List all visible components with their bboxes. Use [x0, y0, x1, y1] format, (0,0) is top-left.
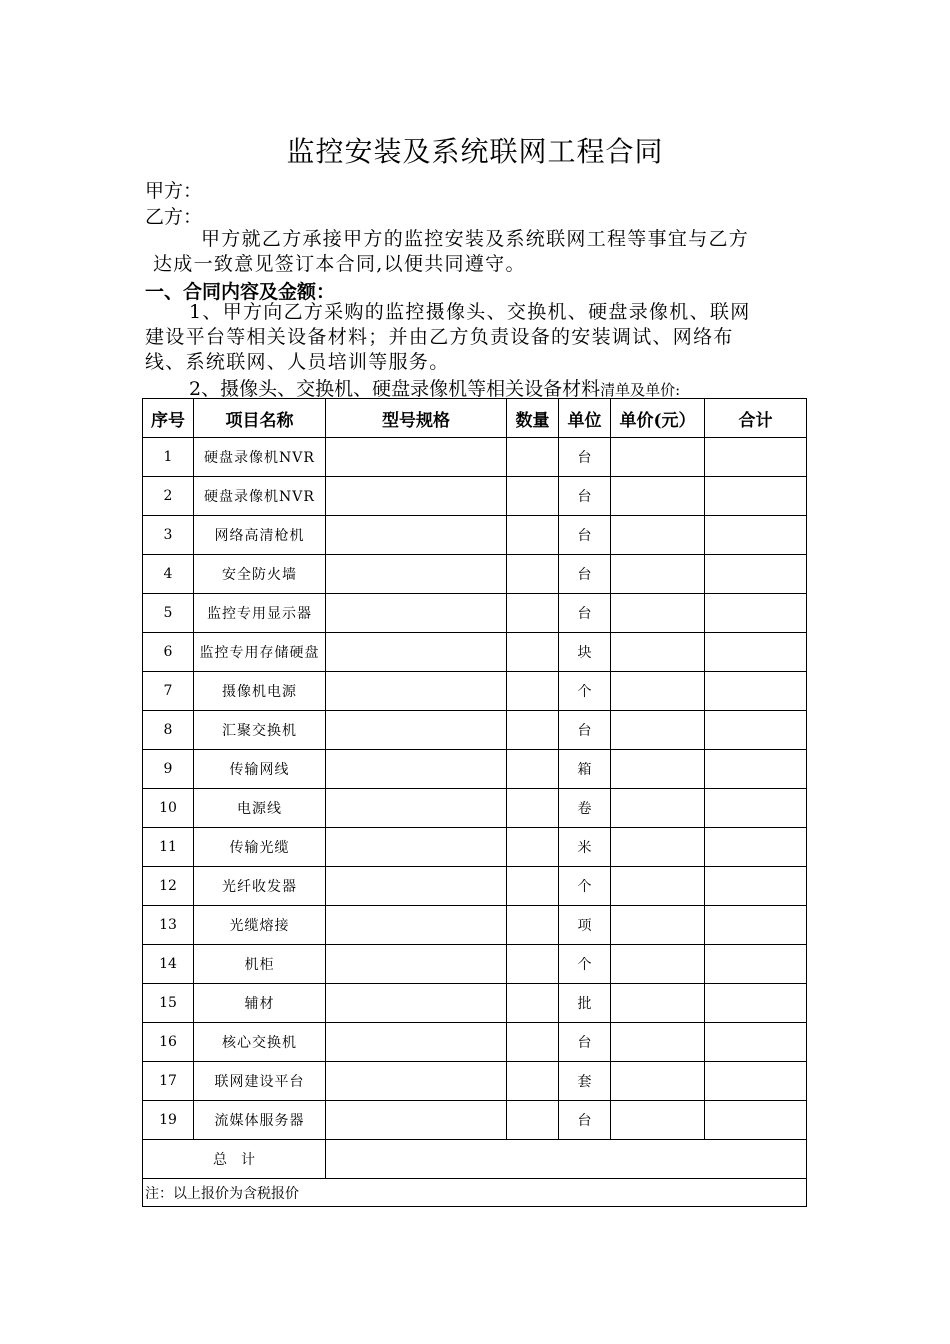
section-1-heading: 一、合同内容及金额：: [145, 281, 336, 303]
intro-line-2: 达成一致意见签订本合同,以便共同遵守。: [153, 253, 526, 275]
row-no: 1: [143, 438, 194, 477]
row-no: 16: [143, 1023, 194, 1062]
row-unit-price: [611, 516, 705, 555]
row-unit: 台: [559, 438, 611, 477]
row-quantity: [507, 1101, 559, 1140]
row-unit-price: [611, 945, 705, 984]
row-model-spec: [326, 672, 507, 711]
row-unit: 台: [559, 1023, 611, 1062]
row-item-name: 电源线: [194, 789, 326, 828]
note-row: [143, 1179, 807, 1207]
row-unit-price: [611, 672, 705, 711]
table-row: [143, 672, 807, 711]
table-header-row: [143, 399, 807, 438]
row-no: 17: [143, 1062, 194, 1101]
header-model-spec: 型号规格: [326, 399, 507, 438]
row-total: [705, 1062, 807, 1101]
row-unit-price: [611, 477, 705, 516]
header-unit-price: 单价(元）: [611, 399, 705, 438]
clause-2-main: 2、摄像头、交换机、硬盘录像机等相关设备材料: [189, 378, 601, 400]
row-item-name: 硬盘录像机NVR: [194, 477, 326, 516]
row-model-spec: [326, 711, 507, 750]
header-quantity: 数量: [507, 399, 559, 438]
header-total: 合计: [705, 399, 807, 438]
table-row: [143, 1101, 807, 1140]
row-no: 3: [143, 516, 194, 555]
equipment-table: [142, 398, 807, 1207]
row-no: 15: [143, 984, 194, 1023]
row-unit: 台: [559, 516, 611, 555]
total-value-cell: [326, 1140, 807, 1179]
table-row: [143, 555, 807, 594]
row-quantity: [507, 828, 559, 867]
row-unit-price: [611, 906, 705, 945]
row-unit: 批: [559, 984, 611, 1023]
row-quantity: [507, 633, 559, 672]
row-unit: 台: [559, 711, 611, 750]
row-total: [705, 750, 807, 789]
row-total: [705, 438, 807, 477]
table-row: [143, 594, 807, 633]
row-quantity: [507, 438, 559, 477]
row-quantity: [507, 555, 559, 594]
row-item-name: 机柜: [194, 945, 326, 984]
row-total: [705, 594, 807, 633]
row-unit-price: [611, 555, 705, 594]
clause-2-tail: 清单及单价:: [600, 381, 681, 399]
row-no: 2: [143, 477, 194, 516]
row-model-spec: [326, 555, 507, 594]
row-no: 4: [143, 555, 194, 594]
row-total: [705, 555, 807, 594]
clause-2-line: [189, 374, 680, 401]
row-total: [705, 828, 807, 867]
table-row: [143, 477, 807, 516]
row-total: [705, 1023, 807, 1062]
row-no: 9: [143, 750, 194, 789]
row-quantity: [507, 945, 559, 984]
row-no: 19: [143, 1101, 194, 1140]
row-unit-price: [611, 867, 705, 906]
row-model-spec: [326, 750, 507, 789]
total-row: [143, 1140, 807, 1179]
row-unit-price: [611, 750, 705, 789]
row-model-spec: [326, 906, 507, 945]
table-body: [143, 438, 807, 1140]
row-unit: 米: [559, 828, 611, 867]
row-quantity: [507, 984, 559, 1023]
clause-1-line-3: 线、系统联网、人员培训等服务。: [145, 351, 450, 373]
row-no: 13: [143, 906, 194, 945]
row-model-spec: [326, 438, 507, 477]
party-b-label: 乙方：: [145, 206, 203, 228]
row-model-spec: [326, 516, 507, 555]
table-row: [143, 1062, 807, 1101]
clause-1-paragraph: [145, 300, 807, 375]
row-unit: 台: [559, 555, 611, 594]
row-item-name: 辅材: [194, 984, 326, 1023]
row-no: 8: [143, 711, 194, 750]
header-item-name: 项目名称: [194, 399, 326, 438]
row-unit: 个: [559, 945, 611, 984]
table-row: [143, 1023, 807, 1062]
row-unit: 卷: [559, 789, 611, 828]
row-unit-price: [611, 711, 705, 750]
table-row: [143, 750, 807, 789]
party-a-label: 甲方：: [145, 180, 203, 202]
clause-1-line-1: 1、甲方向乙方采购的监控摄像头、交换机、硬盘录像机、联网: [189, 301, 751, 323]
row-total: [705, 906, 807, 945]
table-row: [143, 516, 807, 555]
row-model-spec: [326, 1062, 507, 1101]
row-quantity: [507, 789, 559, 828]
row-quantity: [507, 750, 559, 789]
total-label: 总 计: [143, 1140, 326, 1179]
row-no: 11: [143, 828, 194, 867]
row-item-name: 摄像机电源: [194, 672, 326, 711]
row-total: [705, 672, 807, 711]
row-model-spec: [326, 867, 507, 906]
row-no: 12: [143, 867, 194, 906]
row-unit: 项: [559, 906, 611, 945]
row-model-spec: [326, 945, 507, 984]
row-unit: 块: [559, 633, 611, 672]
table-row: [143, 789, 807, 828]
table-row: [143, 828, 807, 867]
table-row: [143, 438, 807, 477]
row-item-name: 光纤收发器: [194, 867, 326, 906]
row-model-spec: [326, 828, 507, 867]
row-no: 7: [143, 672, 194, 711]
row-total: [705, 984, 807, 1023]
row-model-spec: [326, 984, 507, 1023]
row-unit: 台: [559, 594, 611, 633]
row-unit-price: [611, 1023, 705, 1062]
row-model-spec: [326, 633, 507, 672]
row-model-spec: [326, 594, 507, 633]
row-unit: 个: [559, 867, 611, 906]
row-total: [705, 477, 807, 516]
row-unit-price: [611, 633, 705, 672]
document-title: 监控安装及系统联网工程合同: [286, 135, 664, 168]
row-total: [705, 633, 807, 672]
row-quantity: [507, 516, 559, 555]
row-item-name: 网络高清枪机: [194, 516, 326, 555]
row-item-name: 硬盘录像机NVR: [194, 438, 326, 477]
header-unit: 单位: [559, 399, 611, 438]
row-unit-price: [611, 789, 705, 828]
row-no: 14: [143, 945, 194, 984]
row-total: [705, 711, 807, 750]
row-quantity: [507, 711, 559, 750]
row-unit-price: [611, 438, 705, 477]
intro-paragraph: [145, 227, 807, 277]
row-model-spec: [326, 1101, 507, 1140]
row-quantity: [507, 477, 559, 516]
row-item-name: 联网建设平台: [194, 1062, 326, 1101]
row-quantity: [507, 594, 559, 633]
row-unit-price: [611, 1062, 705, 1101]
row-model-spec: [326, 477, 507, 516]
row-item-name: 汇聚交换机: [194, 711, 326, 750]
table-row: [143, 906, 807, 945]
row-item-name: 监控专用存储硬盘: [194, 633, 326, 672]
row-no: 10: [143, 789, 194, 828]
header-no: 序号: [143, 399, 194, 438]
row-no: 5: [143, 594, 194, 633]
row-total: [705, 1101, 807, 1140]
table-row: [143, 867, 807, 906]
row-total: [705, 945, 807, 984]
row-model-spec: [326, 1023, 507, 1062]
row-quantity: [507, 672, 559, 711]
row-quantity: [507, 1062, 559, 1101]
row-item-name: 监控专用显示器: [194, 594, 326, 633]
row-total: [705, 789, 807, 828]
clause-1-line-2: 建设平台等相关设备材料；并由乙方负责设备的安装调试、网络布: [145, 326, 734, 348]
table-row: [143, 984, 807, 1023]
intro-line-1: 甲方就乙方承接甲方的监控安装及系统联网工程等事宜与乙方: [201, 228, 750, 250]
row-item-name: 光缆熔接: [194, 906, 326, 945]
row-quantity: [507, 1023, 559, 1062]
row-no: 6: [143, 633, 194, 672]
row-item-name: 安全防火墙: [194, 555, 326, 594]
row-quantity: [507, 867, 559, 906]
row-unit: 套: [559, 1062, 611, 1101]
row-item-name: 传输光缆: [194, 828, 326, 867]
row-unit: 箱: [559, 750, 611, 789]
row-unit: 个: [559, 672, 611, 711]
table-row: [143, 633, 807, 672]
row-unit-price: [611, 1101, 705, 1140]
table-row: [143, 711, 807, 750]
row-unit-price: [611, 828, 705, 867]
row-total: [705, 867, 807, 906]
price-note: 注：以上报价为含税报价: [143, 1179, 807, 1207]
row-item-name: 核心交换机: [194, 1023, 326, 1062]
row-unit: 台: [559, 1101, 611, 1140]
row-item-name: 传输网线: [194, 750, 326, 789]
row-unit: 台: [559, 477, 611, 516]
row-item-name: 流媒体服务器: [194, 1101, 326, 1140]
row-model-spec: [326, 789, 507, 828]
row-unit-price: [611, 594, 705, 633]
row-unit-price: [611, 984, 705, 1023]
row-total: [705, 516, 807, 555]
table-row: [143, 945, 807, 984]
row-quantity: [507, 906, 559, 945]
